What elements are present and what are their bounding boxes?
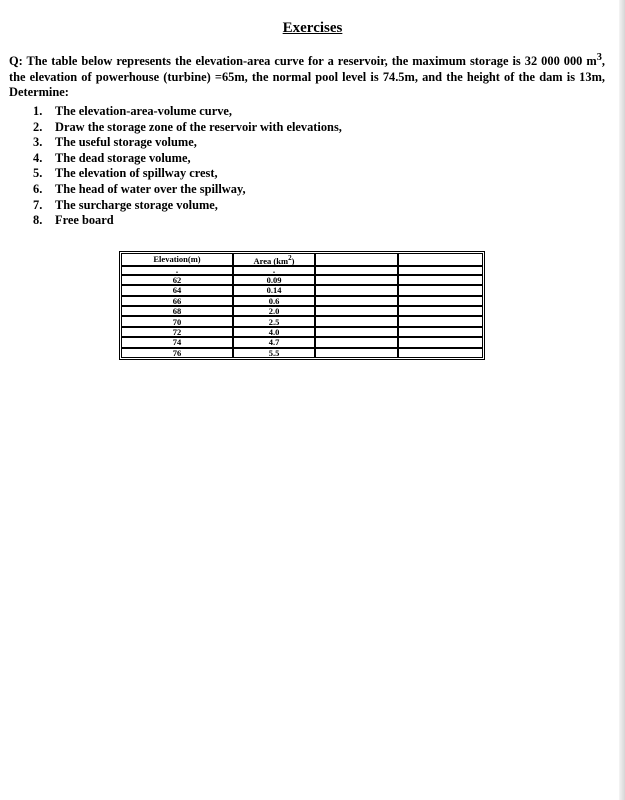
- elevation-cell: 64: [121, 285, 233, 295]
- question-unit-superscript: 3: [596, 52, 602, 63]
- task-number: 4.: [33, 150, 43, 165]
- elevation-cell: 76: [121, 348, 233, 358]
- area-cell: 5.5: [233, 348, 315, 358]
- page-title: Exercises: [282, 20, 343, 36]
- empty-cell: [398, 296, 483, 306]
- header-area-label: Area (km: [253, 255, 289, 266]
- table-row: [121, 275, 483, 285]
- task-text: Draw the storage zone of the reservoir with elevations,: [55, 119, 342, 134]
- empty-cell: [315, 296, 398, 306]
- empty-cell: [315, 337, 398, 347]
- table-header-row: [121, 253, 483, 266]
- task-number: 3.: [33, 135, 43, 150]
- task-number: 2.: [33, 119, 43, 134]
- task-text: The head of water over the spillway,: [55, 181, 246, 196]
- area-cell: 4.7: [233, 337, 315, 347]
- header-empty-col4: [398, 253, 483, 266]
- header-empty-col3: [315, 253, 398, 266]
- area-cell: 2.0: [233, 306, 315, 316]
- task-list: [33, 104, 342, 229]
- dot-cell: .: [121, 266, 233, 275]
- table-row: [121, 296, 483, 306]
- area-cell: 2.5: [233, 316, 315, 326]
- task-item: [33, 151, 342, 167]
- empty-cell: [398, 285, 483, 295]
- empty-cell: [315, 285, 398, 295]
- elevation-cell: 62: [121, 275, 233, 285]
- empty-cell: [315, 327, 398, 337]
- question-text-end: , the elevation of powerhouse (turbine) =65m, the normal pool level is 74.5m, and the height of the dam is 13m, Determine:: [9, 54, 605, 100]
- question-paragraph: [9, 50, 605, 101]
- task-number: 8.: [33, 213, 43, 228]
- table-row: [121, 327, 483, 337]
- table-row: [121, 285, 483, 295]
- task-text: The elevation-area-volume curve,: [55, 104, 232, 118]
- table-dots-row: [121, 266, 483, 275]
- empty-cell: [398, 337, 483, 347]
- elevation-cell: 70: [121, 316, 233, 326]
- task-number: 6.: [33, 181, 43, 196]
- elevation-area-table: [119, 251, 485, 360]
- empty-cell: [315, 348, 398, 358]
- area-cell: 4.0: [233, 327, 315, 337]
- page-edge-shadow: [619, 0, 625, 800]
- area-cell: 0.14: [233, 285, 315, 295]
- empty-cell: [398, 316, 483, 326]
- empty-cell: [398, 275, 483, 285]
- table-row: [121, 306, 483, 316]
- task-item: [33, 198, 342, 214]
- task-text: Free board: [55, 213, 114, 228]
- area-cell: 0.09: [233, 275, 315, 285]
- task-number: 1.: [33, 104, 43, 118]
- table-row: [121, 348, 483, 358]
- task-item: [33, 213, 342, 229]
- task-number: 7.: [33, 197, 43, 212]
- question-text-start: Q: The table below represents the elevation-area curve for a reservoir, the maximum storage is 32 000 000 m: [9, 54, 597, 69]
- table-row: [121, 316, 483, 326]
- elevation-cell: 72: [121, 327, 233, 337]
- task-text: The useful storage volume,: [55, 135, 197, 150]
- area-cell: 0.6: [233, 296, 315, 306]
- dot-cell: .: [233, 266, 315, 275]
- empty-cell: [315, 306, 398, 316]
- task-item: [33, 104, 342, 120]
- task-text: The dead storage volume,: [55, 150, 191, 165]
- empty-cell: [398, 306, 483, 316]
- task-item: [33, 182, 342, 198]
- task-text: The surcharge storage volume,: [55, 197, 218, 212]
- elevation-cell: 74: [121, 337, 233, 347]
- empty-cell: [315, 275, 398, 285]
- header-area-superscript: 2: [288, 254, 292, 262]
- empty-cell: [398, 348, 483, 358]
- header-area: [233, 253, 315, 266]
- table-row: [121, 337, 483, 347]
- task-item: [33, 135, 342, 151]
- elevation-cell: 66: [121, 296, 233, 306]
- empty-cell: [398, 327, 483, 337]
- task-item: [33, 120, 342, 136]
- task-number: 5.: [33, 166, 43, 181]
- empty-cell: [315, 316, 398, 326]
- header-elevation: Elevation(m): [121, 253, 233, 266]
- task-item: [33, 166, 342, 182]
- elevation-cell: 68: [121, 306, 233, 316]
- task-text: The elevation of spillway crest,: [55, 166, 218, 181]
- elevation-area-table-wrapper: [119, 251, 485, 360]
- header-area-close: ): [291, 255, 295, 266]
- empty-cell: [315, 266, 398, 275]
- empty-cell: [398, 266, 483, 275]
